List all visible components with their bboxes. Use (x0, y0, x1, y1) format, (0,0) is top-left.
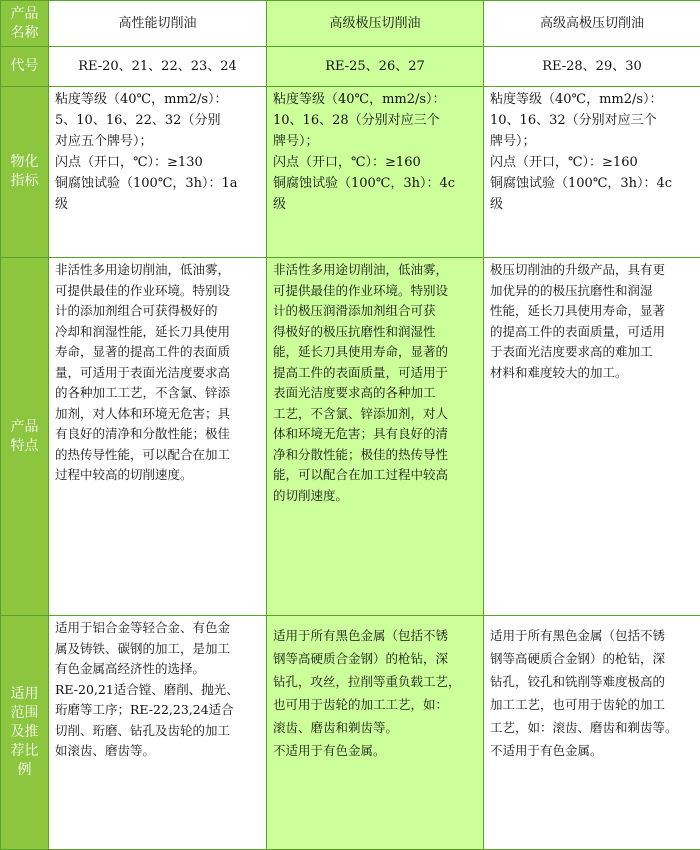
props-line: 级 (55, 197, 69, 212)
props-line: 铜腐蚀试验（100℃，3h）：4c (273, 176, 456, 191)
scope-line: 属及铸铁、碳钢的加工，是加工 (55, 640, 231, 656)
scope-line: RE-20,21适合镗、磨削、抛光、 (55, 681, 239, 697)
props-line: 牌号）； (490, 134, 536, 149)
scope-cell-2 (267, 616, 484, 850)
feature-line: 计的添加剂组合可获得极好的 (55, 303, 218, 318)
product-name-2: 高级极压切削油 (267, 1, 484, 47)
features-cell-1 (49, 258, 267, 616)
props-line: 牌号）； (273, 134, 319, 149)
feature-line: 有良好的清净和分散性能；极佳 (55, 426, 231, 441)
product-code-1: RE-20、21、22、23、24 (49, 47, 267, 87)
feature-line: 于表面光洁度要求高的难加工 (490, 344, 653, 359)
scope-line: 钢等高硬质合金钢）的枪钻，深 (273, 651, 449, 666)
feature-line: 非活性多用途切削油，低油雾， (273, 262, 449, 277)
scope-line: 钢等高硬质合金钢）的枪钻，深 (490, 651, 666, 666)
scope-line: 滚齿、磨齿和剃齿等。 (273, 720, 399, 735)
feature-line: 量，可适用于表面光洁度要求高 (55, 364, 231, 380)
feature-line: 的切削速度。 (273, 487, 349, 503)
feature-line: 非活性多用途切削油，低油雾， (55, 262, 231, 277)
scope-line: 钻孔，铰孔和铣削等难度极高的 (490, 674, 666, 689)
row-header-code: 代号 (1, 47, 49, 87)
scope-line: 加工工艺，也可用于齿轮的加工 (490, 697, 666, 712)
code-row (1, 47, 700, 87)
features-cell-2 (267, 258, 484, 616)
props-line: 粘度等级（40℃，mm2/s）： (273, 92, 446, 107)
feature-line: 表面光洁度要求高的各种加工 (273, 385, 436, 400)
props-line: 级 (490, 197, 504, 212)
feature-line: 寿命，显著的提高工件的表面质 (55, 344, 231, 359)
scope-line: 适用于铝合金等轻合金、有色金 (55, 620, 231, 635)
props-line: 闪点（开口，℃）：≥160 (273, 155, 421, 170)
row-header-name: 产品名称 (1, 1, 49, 47)
feature-line: 能，可以配合在加工过程中较高 (273, 467, 449, 482)
props-line: 10、16、32（分别对应三个 (490, 113, 657, 128)
feature-line: 的热传导性能，可以配合在加工 (55, 446, 231, 462)
props-line: 5、10、16、22、32（分别 (55, 113, 221, 128)
scope-line: 如滚齿、磨齿等。 (55, 743, 156, 758)
props-line: 粘度等级（40℃，mm2/s）： (55, 92, 228, 107)
props-line: 铜腐蚀试验（100℃，3h）：1a (55, 176, 238, 191)
props-cell-1 (49, 87, 267, 258)
scope-line: 有色金属高经济性的选择。 (55, 661, 206, 676)
feature-line: 可提供最佳的作业环境。特别设 (273, 282, 449, 298)
props-line: 粘度等级（40℃，mm2/s）： (490, 92, 663, 107)
features-row (1, 258, 700, 616)
row-header-scope: 适用范围及推荐比例 (1, 616, 49, 850)
scope-line: 适用于所有黑色金属（包括不锈 (273, 628, 449, 643)
scope-line: 适用于所有黑色金属（包括不锈 (490, 628, 666, 643)
props-line: 闪点（开口，℃）：≥160 (490, 155, 638, 170)
props-line: 闪点（开口，℃）：≥130 (55, 155, 203, 170)
scope-cell-1 (49, 616, 267, 850)
feature-line: 提高工件的表面质量，可适用于 (273, 364, 449, 380)
features-cell-3 (484, 258, 700, 616)
feature-line: 极压切削油的升级产品，具有更 (490, 262, 666, 277)
row-header-props: 物化指标 (1, 87, 49, 258)
scope-cell-3 (484, 616, 700, 850)
feature-line: 过程中较高的切削速度。 (55, 467, 193, 482)
props-cell-2 (267, 87, 484, 258)
product-name-3: 高级高极压切削油 (484, 1, 700, 47)
feature-line: 加剂，对人体和环境无危害；具 (55, 405, 231, 421)
scope-line: 工艺，如：滚齿、磨齿和剃齿等。 (490, 720, 678, 735)
props-line: 10、16、28（分别对应三个 (273, 113, 440, 128)
feature-line: 可提供最佳的作业环境。特别设 (55, 282, 231, 298)
product-code-3: RE-28、29、30 (484, 47, 700, 87)
props-line: 级 (273, 197, 287, 212)
props-cell-3 (484, 87, 700, 258)
scope-line: 也可用于齿轮的加工工艺，如： (273, 697, 449, 712)
feature-line: 的提高工件的表面质量，可适用 (490, 323, 666, 339)
scope-line: 珩磨等工序；RE-22,23,24适合 (55, 702, 234, 717)
feature-line: 冷却和润湿性能，延长刀具使用 (55, 323, 231, 339)
scope-line: 不适用于有色金属。 (273, 743, 386, 758)
scope-line: 钻孔，攻丝，拉削等重负载工艺， (273, 674, 461, 689)
feature-line: 体和环境无危害；具有良好的清 (273, 426, 449, 441)
feature-line: 材料和难度较大的加工。 (490, 364, 628, 380)
scope-row (1, 616, 700, 850)
product-code-2: RE-25、26、27 (267, 47, 484, 87)
feature-line: 加优异的的极压抗磨性和润湿 (490, 282, 653, 298)
feature-line: 性能，延长刀具使用寿命，显著 (490, 303, 666, 318)
feature-line: 工艺，不含氯、锌添加剂，对人 (273, 405, 449, 421)
scope-line: 不适用于有色金属。 (490, 743, 603, 758)
props-line: 对应五个牌号）； (55, 134, 153, 149)
feature-line: 的各种加工工艺，不含氯、锌添 (55, 385, 231, 400)
props-row (1, 87, 700, 258)
feature-line: 计的极压润滑添加剂组合可获 (273, 303, 436, 318)
feature-line: 净和分散性能；极佳的热传导性 (273, 446, 449, 462)
props-line: 铜腐蚀试验（100℃，3h）：4c (490, 176, 673, 191)
feature-line: 能，延长刀具使用寿命，显著的 (273, 344, 449, 359)
row-header-features: 产品特点 (1, 258, 49, 616)
name-row (1, 1, 700, 47)
product-name-1: 高性能切削油 (49, 1, 267, 47)
scope-line: 切削、珩磨、钻孔及齿轮的加工 (55, 722, 231, 738)
feature-line: 得极好的极压抗磨性和润湿性 (273, 323, 436, 339)
